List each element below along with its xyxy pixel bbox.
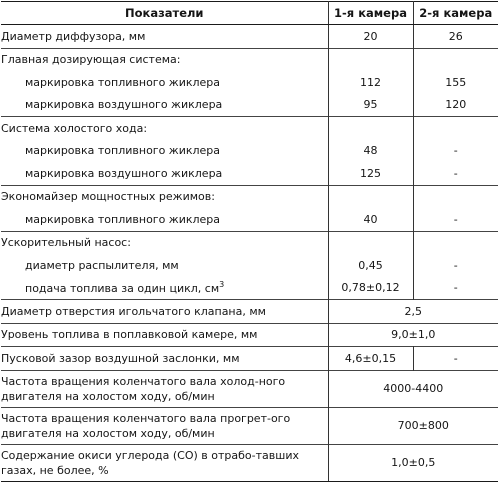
row-label: Частота вращения коленчатого вала холод-ного двигателя на холостом ходу, об/мин — [1, 370, 328, 407]
section-row — [1, 231, 498, 254]
row-label: маркировка воздушного жиклера — [1, 94, 328, 117]
value-chamber-2: 120 — [445, 98, 467, 112]
table-row — [1, 94, 498, 117]
section-label: Ускорительный насос: — [1, 231, 328, 254]
value-chamber-1: 20 — [328, 25, 413, 49]
value-chamber-1: 0,45 — [328, 254, 413, 277]
value-both-chambers: 4000-4400 — [328, 370, 498, 407]
table-row — [1, 71, 498, 94]
section-label: Система холостого хода: — [1, 117, 328, 140]
row-label-text: подача топлива за один цикл, см — [25, 282, 220, 296]
header-chamber-2: 2-я камера — [413, 2, 498, 25]
row-label: Диаметр отверстия игольчатого клапана, мм — [1, 300, 328, 324]
row-label: маркировка топливного жиклера — [1, 71, 328, 94]
value-chamber-2: - — [453, 212, 458, 226]
row-label: маркировка воздушного жиклера — [1, 162, 328, 185]
value-chamber-1: 4,6±0,15 — [328, 347, 413, 371]
carburetor-spec-table — [1, 1, 498, 482]
table-row — [1, 140, 498, 163]
value-chamber-2: - — [453, 144, 458, 158]
value-both-chambers: 1,0±0,5 — [328, 444, 498, 481]
table-row — [1, 347, 498, 371]
value-chamber-2: - — [413, 347, 498, 371]
section-row — [1, 48, 498, 71]
table-row — [1, 277, 498, 300]
row-label — [1, 277, 328, 300]
table-row — [1, 254, 498, 277]
value-both-chambers: 9,0±1,0 — [328, 323, 498, 347]
table-row — [1, 25, 498, 49]
header-chamber-1: 1-я камера — [328, 2, 413, 25]
value-chamber-1: 48 — [328, 140, 413, 163]
value-chamber-2: 155 — [445, 75, 467, 89]
value-chamber-2: - — [453, 258, 458, 272]
section-row — [1, 185, 498, 208]
section-label: Экономайзер мощностных режимов: — [1, 185, 328, 208]
value-chamber-2: - — [453, 166, 458, 180]
row-label: Диаметр диффузора, мм — [1, 25, 328, 49]
value-chamber-1: 40 — [328, 208, 413, 231]
value-both-chambers: 2,5 — [328, 300, 498, 324]
row-label: диаметр распылителя, мм — [1, 254, 328, 277]
table-row — [1, 323, 498, 347]
row-label: маркировка топливного жиклера — [1, 140, 328, 163]
value-chamber-2: - — [453, 281, 458, 295]
table-row — [1, 407, 498, 444]
section-row — [1, 117, 498, 140]
row-label: маркировка топливного жиклера — [1, 208, 328, 231]
row-label: Содержание окиси углерода (СО) в отрабо-тавших газах, не более, % — [1, 444, 328, 481]
value-chamber-1: 125 — [328, 162, 413, 185]
value-chamber-1: 112 — [328, 71, 413, 94]
table-header-row — [1, 2, 498, 25]
row-label: Частота вращения коленчатого вала прогрет-ого двигателя на холостом ходу, об/мин — [1, 407, 328, 444]
row-label: Уровень топлива в поплавковой камере, мм — [1, 323, 328, 347]
row-label: Пусковой зазор воздушной заслонки, мм — [1, 347, 328, 371]
unit-superscript: 3 — [219, 280, 225, 290]
value-chamber-1: 0,78±0,12 — [328, 277, 413, 300]
table-row — [1, 444, 498, 481]
table-row — [1, 300, 498, 324]
table-row — [1, 370, 498, 407]
table-row — [1, 208, 498, 231]
value-chamber-2: 26 — [448, 29, 463, 43]
table-row — [1, 162, 498, 185]
value-both-chambers: 700±800 — [328, 407, 498, 444]
section-label: Главная дозирующая система: — [1, 48, 328, 71]
header-parameter: Показатели — [1, 2, 328, 25]
value-chamber-1: 95 — [328, 94, 413, 117]
